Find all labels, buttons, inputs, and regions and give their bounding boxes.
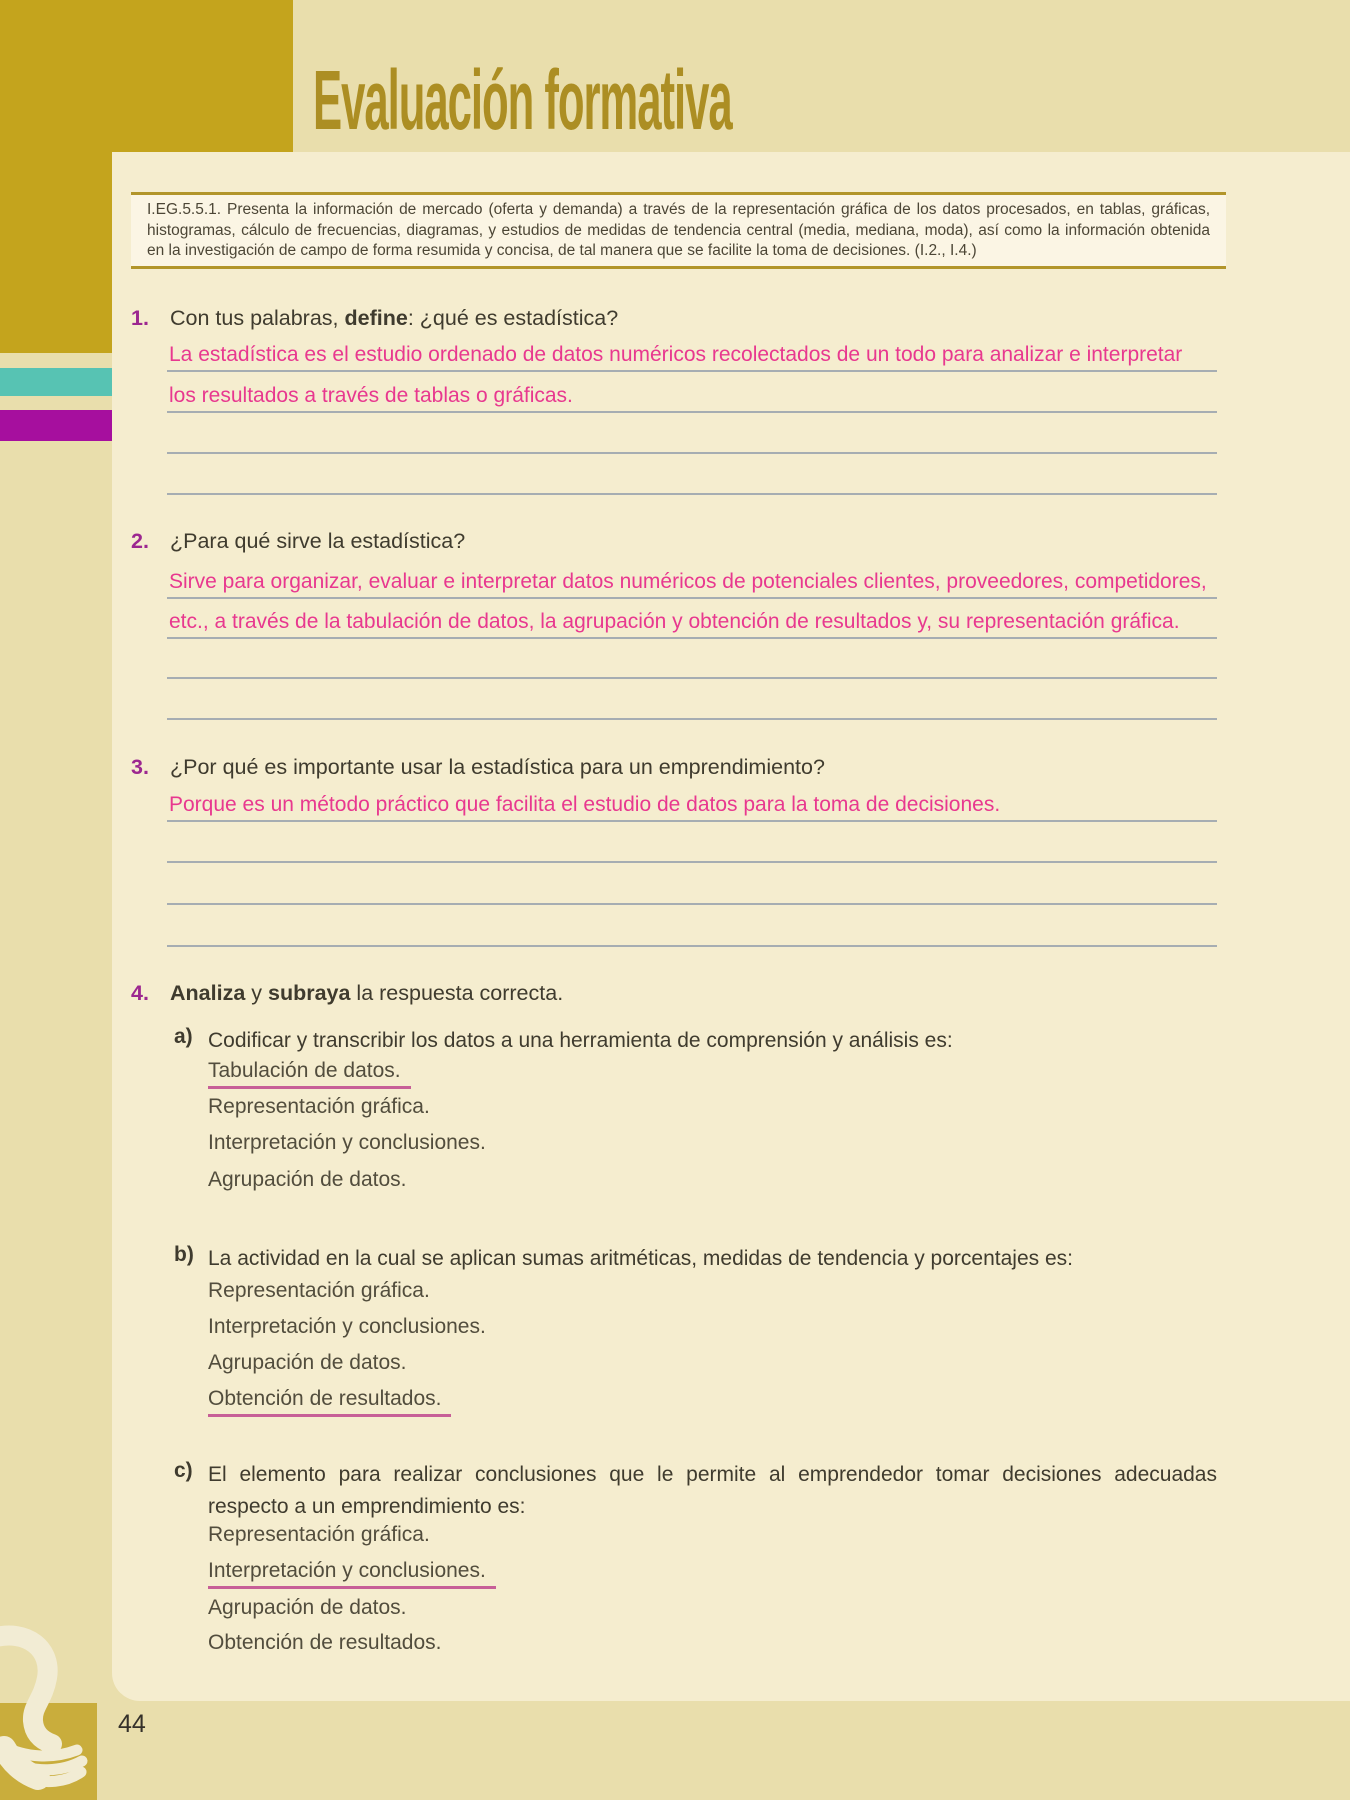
item-b-letter: b) [174, 1243, 194, 1266]
answer-line-q2-2: etc., a través de la tabulación de datos, la agrupación y obtención de resultados y, su representación gráfica. [167, 603, 1217, 639]
item-a-question: Codificar y transcribir los datos a una herramienta de comprensión y análisis es: [208, 1029, 953, 1052]
question-3 [131, 755, 825, 780]
question-4-text: Analiza y subraya la respuesta correcta. [170, 981, 564, 1005]
decor-magenta-bar [0, 410, 112, 441]
question-4 [131, 981, 563, 1006]
page-number: 44 [118, 1710, 146, 1738]
question-3-text: ¿Por qué es importante usar la estadística para un emprendimiento? [170, 755, 825, 779]
blank-line [167, 827, 1217, 863]
item-b-option-4: Obtención de resultados. [208, 1387, 451, 1417]
answer-line-q1-2: los resultados a través de tablas o gráficas. [167, 377, 1217, 413]
decor-mustard-strip [0, 152, 112, 353]
question-1-number: 1. [131, 306, 149, 330]
blank-line [167, 684, 1217, 720]
answer-line-q2-1: Sirve para organizar, evaluar e interpretar datos numéricos de potenciales clientes, proveedores, competidores, [167, 563, 1217, 599]
decor-mustard-block [0, 0, 293, 152]
answer-line-q1-1: La estadística es el estudio ordenado de datos numéricos recolectados de un todo para analizar e interpretar [167, 336, 1217, 372]
item-b-option-2: Interpretación y conclusiones. [208, 1315, 486, 1338]
blank-line [167, 418, 1217, 454]
question-2 [131, 529, 465, 554]
blank-line [167, 643, 1217, 679]
question-2-number: 2. [131, 529, 149, 553]
item-b-option-1: Representación gráfica. [208, 1279, 430, 1302]
question-3-number: 3. [131, 755, 149, 779]
answer-line-q3-1: Porque es un método práctico que facilita el estudio de datos para la toma de decisiones. [167, 786, 1217, 822]
question-1-text: Con tus palabras, define: ¿qué es estadística? [170, 306, 619, 330]
item-b-option-3: Agrupación de datos. [208, 1351, 407, 1374]
item-c-option-4: Obtención de resultados. [208, 1631, 442, 1654]
decor-teal-bar [0, 368, 112, 396]
item-c-letter: c) [174, 1459, 193, 1482]
question-1 [131, 306, 618, 331]
item-c-question: El elemento para realizar conclusiones que le permite al emprendedor tomar decisiones adecuadas respecto a un emprendimiento es: [208, 1463, 1217, 1518]
standard-box: I.EG.5.5.1. Presenta la información de mercado (oferta y demanda) a través de la representación gráfica de los datos procesados, en tablas, gráficas, histogramas, cálculo de frecuencias, diagramas, y estudios de medidas de tendencia central (media, mediana, moda), así como la información obtenida en la investigación de campo de forma resumida y concisa, de tal manera que se facilite la toma de decisiones. (I.2., I.4.) [131, 192, 1226, 269]
item-c-option-1: Representación gráfica. [208, 1523, 430, 1546]
item-a-letter: a) [174, 1025, 193, 1048]
question-2-text: ¿Para qué sirve la estadística? [170, 529, 466, 553]
item-a-option-4: Agrupación de datos. [208, 1168, 407, 1191]
page-title: Evaluación formativa [313, 53, 732, 147]
item-a-option-2: Representación gráfica. [208, 1095, 430, 1118]
item-b-question: La actividad en la cual se aplican sumas aritméticas, medidas de tendencia y porcentajes es: [208, 1247, 1073, 1270]
item-a-option-1: Tabulación de datos. [208, 1059, 411, 1089]
item-c-option-2: Interpretación y conclusiones. [208, 1559, 496, 1589]
blank-line [167, 869, 1217, 905]
item-c-option-3: Agrupación de datos. [208, 1596, 407, 1619]
content-card [112, 152, 1350, 1701]
item-a-option-3: Interpretación y conclusiones. [208, 1131, 486, 1154]
blank-line [167, 459, 1217, 495]
question-4-number: 4. [131, 981, 149, 1005]
blank-line [167, 911, 1217, 947]
